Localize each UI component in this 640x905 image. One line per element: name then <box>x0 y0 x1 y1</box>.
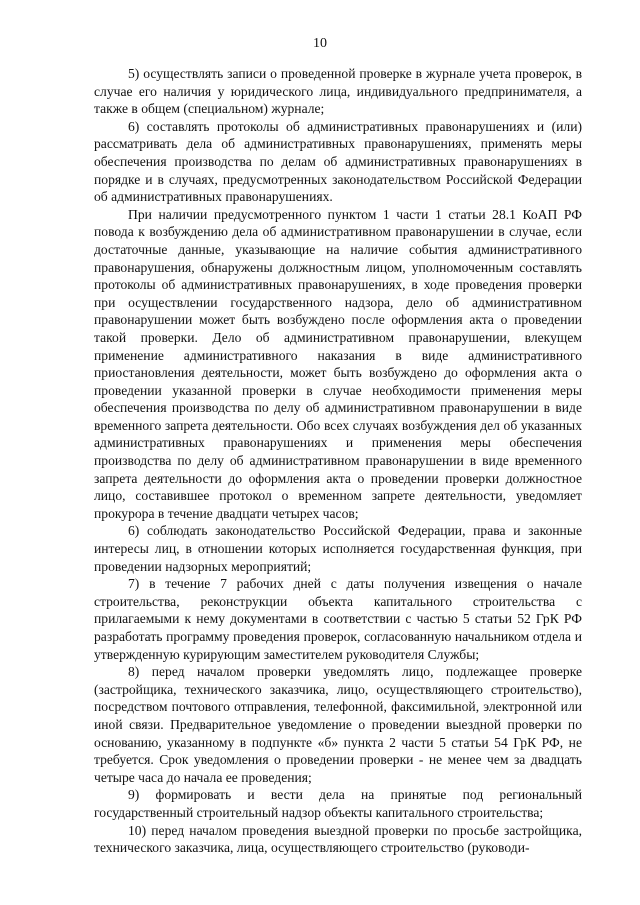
paragraph-item-5-journal: 5) осуществлять записи о проведенной проверке в журнале учета проверок, в случае его наличия у юридического лица, индивидуального предпринимателя, а также в общем (специальном) журнале; <box>94 66 582 117</box>
paragraph-item-7-program: 7) в течение 7 рабочих дней с даты получения извещения о начале строительства, реконструкции объекта капитального строительства с прилагаемыми к нему документами в соответствии с частью 5 статьи 52 ГрК РФ разработать программу проведения проверок, согласованную начальником отдела и утвержденную курирующим заместителем руководителя Службы; <box>94 576 582 662</box>
paragraph-item-8-notification: 8) перед началом проверки уведомлять лицо, подлежащее проверке (застройщика, технического заказчика, лицо, осуществляющего строительство), посредством почтового отправления, телефонной, факсимильной, электронной или иной связи. Предварительное уведомление о проведении выездной проверки по основанию, указанному в подпункте «б» пункта 2 части 5 статьи 54 ГрК РФ, не требуется. Срок уведомления о проведении проверки - не менее чем за двадцать четыре часа до начала ее проведения; <box>94 664 582 785</box>
paragraph-item-9-cases: 9) формировать и вести дела на принятые под региональный государственный строительный надзор объекты капитального строительства; <box>94 787 582 820</box>
document-body <box>94 65 582 857</box>
paragraph-item-10-inspection: 10) перед началом проведения выездной проверки по просьбе застройщика, технического заказчика, лица, осуществляющего строительство (руководи- <box>94 822 582 856</box>
page-number: 10 <box>313 36 327 51</box>
paragraph-item-6-protocols: 6) составлять протоколы об административных правонарушениях и (или) рассматривать дела об административных правонарушениях, применять меры обеспечения производства по делам об административных правонарушениях в порядке и в случаях, предусмотренных законодательством Российской Федерации об административных правонарушениях. <box>94 118 582 205</box>
paragraph-item-6-legislation: 6) соблюдать законодательство Российской Федерации, права и законные интересы лиц, в отношении которых исполняется государственная функция, при проведении надзорных мероприятий; <box>94 523 582 574</box>
paragraph-administrative-case: При наличии предусмотренного пунктом 1 части 1 статьи 28.1 КоАП РФ повода к возбуждению дела об административном правонарушении в случае, если достаточные данные, указывающие на наличие события административного правонарушения, обнаружены должностным лицом, уполномоченным составлять протоколы об административных правонарушениях, в ходе проведения проверки при осуществлении государственного надзора, дело об административном правонарушении может быть возбуждено после оформления акта о проведении такой проверки. Дело об административном правонарушении, влекущем применение административного наказания в виде административного приостановления деятельности, может быть возбуждено до оформления акта о проведении указанной проверки в случае необходимости применения меры обеспечения производства по делу об административном правонарушении в виде временного запрета деятельности. Обо всех случаях возбуждения дел об указанных административных правонарушениях и применения меры обеспечения производства по делу об административном правонарушении в виде временного запрета деятельности до оформления акта о проведении проверки должностное лицо, составившее протокол о временном запрете деятельности, уведомляет прокурора в течение двадцати четырех часов; <box>94 206 582 521</box>
